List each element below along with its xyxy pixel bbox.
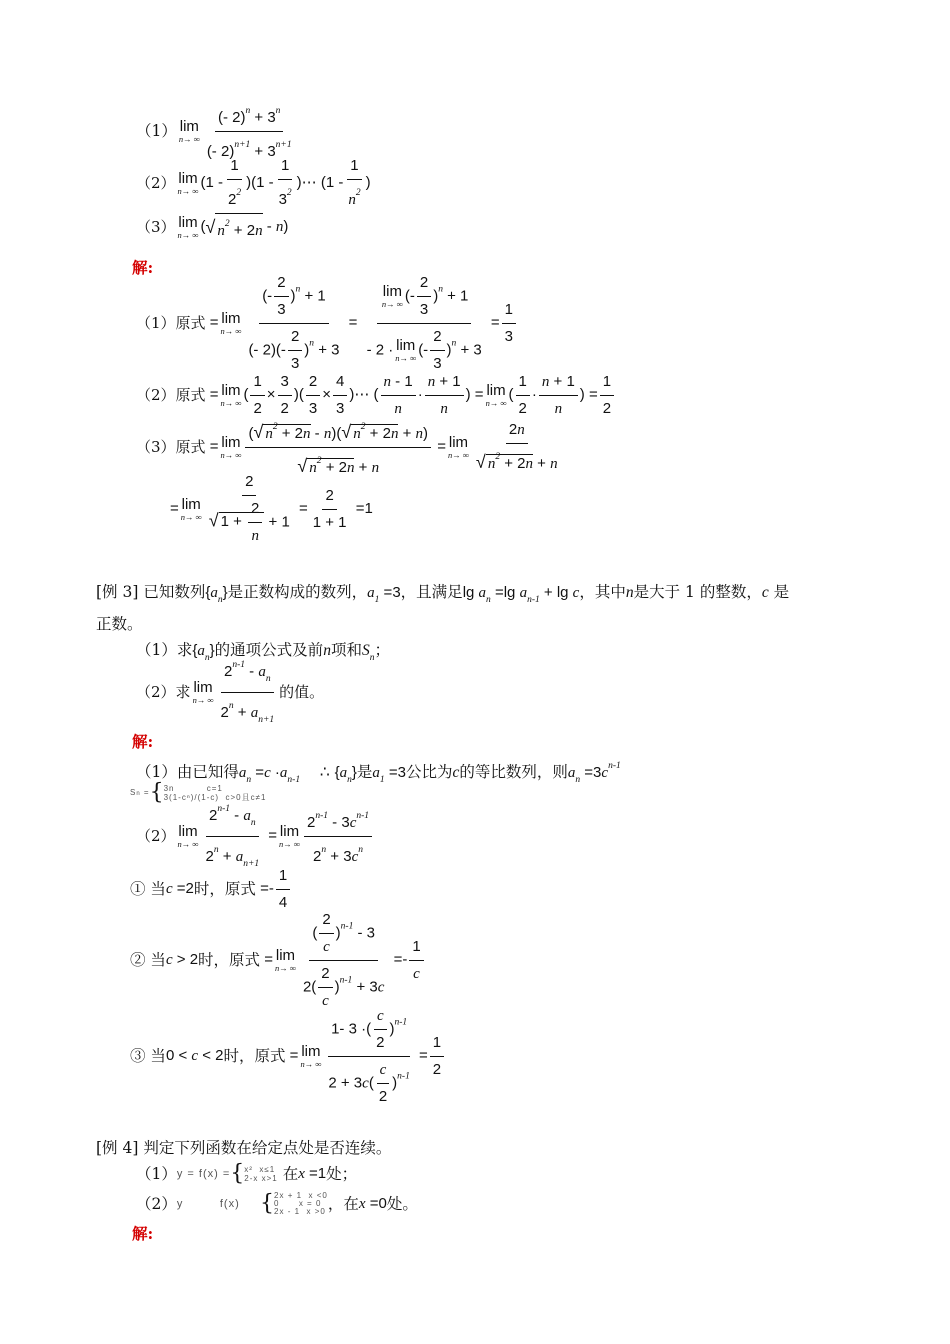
fraction: $\frac{1}{3}$ [502,300,516,347]
example-4-question-1: （1） y = f(x) = { x² x≤1 2-x x>1 在 x =1 处； [136,1161,358,1186]
sum-formula-piecewise: Sn = { 3n c=1 3(1-cⁿ)/(1-c) c>0且c≠1 [130,780,267,805]
item-number: （2） [136,174,176,192]
fraction: 1 $n^2$ [348,157,361,208]
item-number: （3） [136,438,176,456]
fraction: (- $2)^n + 3^n$ (- $2)^{n+1} + 3^{n+1}$ [204,101,295,162]
item-number: （1） [136,122,177,140]
original-expression-word: 原式 [175,438,206,456]
example-label: [例 4] [96,1139,139,1157]
item-number: （2） [136,386,176,404]
limit-operator: lim n→ ∞ [220,381,242,408]
item-number: （3） [136,218,176,236]
example-4-statement: [例 4] 判定下列函数在给定点处是否连续。 [96,1139,392,1157]
example-3-statement: [例 3] 已知数列$\{a_n\}$是正数构成的数列，$a_1 =3$，且满足$\lg a_n =\lg$ $a_{n-1} + \lg c$，其中n是大于 1 的整数，c 是 [96,583,790,605]
solution-label: 解: [132,258,154,277]
solution-label: 解: [132,1224,154,1243]
example-label: [例 3] [96,583,139,601]
problem-2: （2） lim n→ ∞ (1 - 1 $2^2$ )(1 - 1 $3^2$ )⋯ (1 - 1 $n^2$ ) [136,157,371,208]
problem-3: （3） lim n→ ∞ ( √ $n^2 + 2n$ - n) [136,213,289,240]
fraction: 1 $2^2$ [227,157,242,208]
fraction: 1 $3^2$ [278,157,292,208]
original-expression-word: 原式 [175,314,206,332]
solution-2: （2） 原式 = lim n→ ∞ ( 1 2 × 3 2 )( 2 3 × 4 3 )⋯ ( n - 1 n · $\frac{n + 1}{n}$ ) = lim n→ ∞ ( 1 2 · $\frac{n + 1}{n}$ ) = $\frac{1}{2}$ [136,372,616,418]
example-3-question-1: （1）求$\{a_n\}$的通项公式及前n项和$S_n$； [136,641,390,663]
example-4-question-2: （2） y f(x) { 2x + 1 x <0 0 x = 0 2x - 1 x >0 ，在 x =0 处。 [136,1191,418,1216]
solution-ex3-1: （1）由已知得$a_n =c \cdot a_{n-1}$ ∴ $\{a_n\}$是$a_1 =3$公比为c的等比数列，则$a_n =3c^{n-1}$ [136,761,621,785]
limit-operator: lim n→ ∞ [220,309,242,336]
solution-label: 解: [132,732,154,751]
limit-operator: lim n→ ∞ [178,117,200,144]
problem-1 [136,105,297,160]
fraction: (- $\frac{2}{3}$ )$^n$ + 1 (- 2)(- $\frac{2}{3}$ )$^n$ + 3 [248,273,340,372]
solution-3: （3） 原式 = lim n→ ∞ $\frac{(√ n^2 + 2n - n)(√ n^2 + 2n + n)}{√ n^2 + 2n + n}$ = lim n→ ∞ 2n √ $n^2 + 2n + n$ [136,424,563,470]
example-3-statement-cont: 正数。 [96,615,143,633]
limit-operator: lim n→ ∞ [177,169,199,196]
case-1: ① 当 c =2 时，原式 =- 1 4 [130,866,292,912]
solution-1: （1） 原式 = lim n→ ∞ (- $\frac{2}{3}$ )$^n$ + 1 (- 2)(- $\frac{2}{3}$ )$^n$ + 3 = lim n→ ∞ (- $\frac{2}{3}$ )$^n$ + 1 - 2 · lim n→ ∞ (- $\frac{2}{3}$ )$^n$ + 3 = $\frac{1}{3}$ [136,282,518,364]
item-number: （1） [136,314,176,332]
fraction: lim n→ ∞ (- $\frac{2}{3}$ )$^n$ + 1 - 2 · lim n→ ∞ (- $\frac{2}{3}$ )$^n$ + 3 [366,273,482,372]
case-3: ③ 当 0 < c < 2 时，原式 = lim n→ ∞ 1- 3 ·( $\frac{c}{2}$ )$^{n-1}$ 2 + 3c( $\frac{c}{2}$ )$^{n-1}$ = $\frac{1}{2}$ [130,1010,446,1102]
solution-3-continued: = lim n→ ∞ 2 √ 1 + $\frac{2}{n}$ + 1 = $\frac{2}{1 + 1}$ =1 [170,473,373,544]
case-2: ② 当 c > 2 时，原式 = lim n→ ∞ ( $\frac{2}{c}$ )$^{n-1}$ - 3 2( $\frac{2}{c}$ )$^{n-1}$ + 3c =- 1 c [130,914,426,1006]
solution-ex3-2: （2） lim n→ ∞ $\frac{2^{n-1} - a_n}{2^n + a_{n+1}}$ = lim n→ ∞ $2^{n-1} - 3c^{n-1}$ $2^n + 3c^n$ [136,808,374,864]
limit-operator: lim n→ ∞ [177,213,199,240]
example-3-question-2: （2） 求 lim n→ ∞ $2^{n-1} - a_n$ $2^n + a_{n+1}$ 的值。 [136,664,324,720]
original-expression-word: 原式 [175,386,206,404]
